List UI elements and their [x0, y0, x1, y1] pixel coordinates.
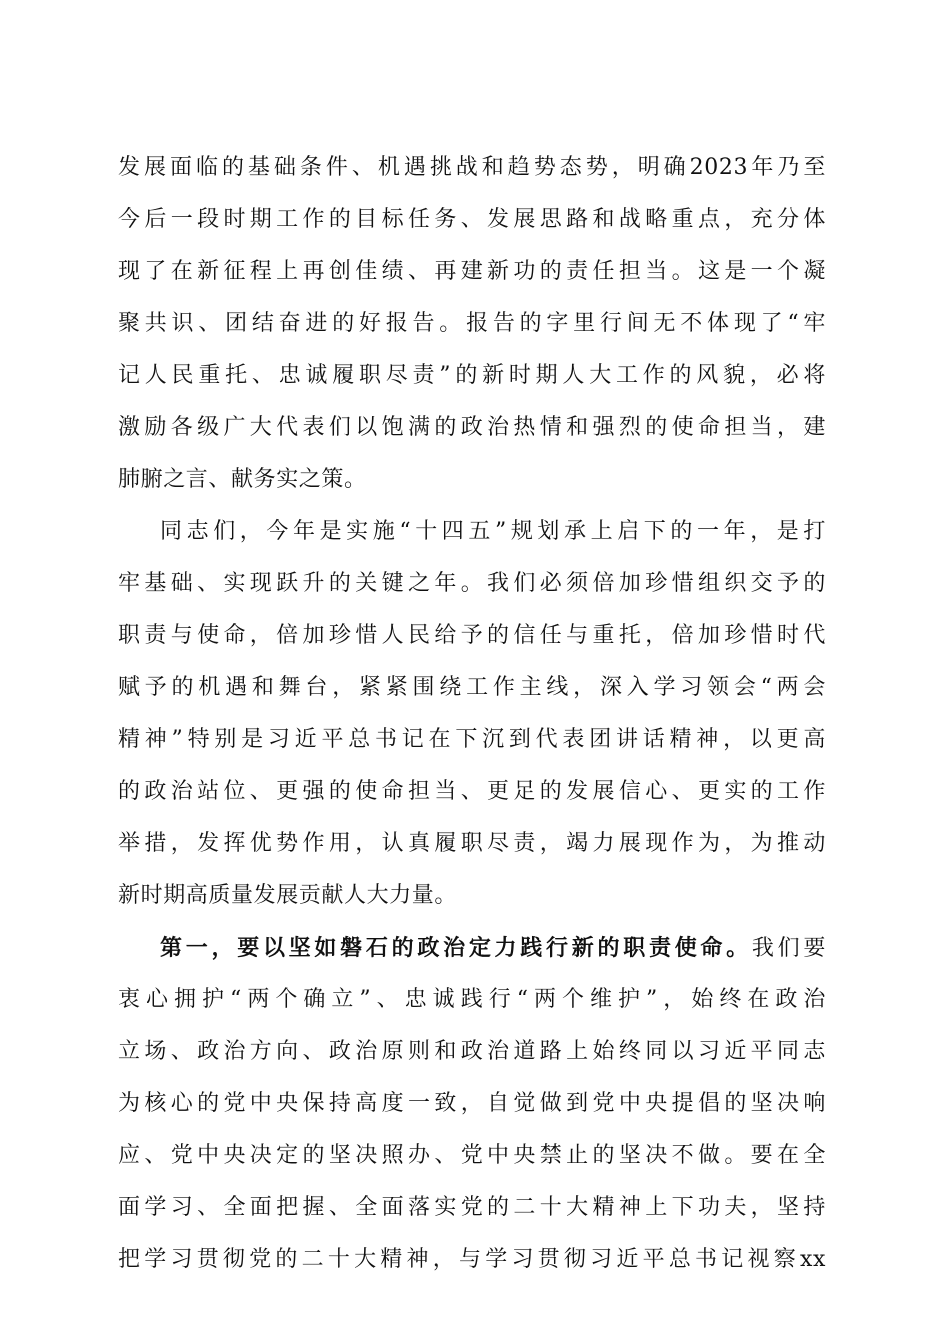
- section-heading: 第一，要以坚如磐石的政治定力践行新的职责使命。: [160, 935, 752, 961]
- text-line: [118, 922, 826, 974]
- text-line: 新时期高质量发展贡献人大力量。: [118, 883, 458, 908]
- text-line: 为核心的党中央保持高度一致，自觉做到党中央提倡的坚决响: [118, 1091, 826, 1116]
- text-line: 应、党中央决定的坚决照办、党中央禁止的坚决不做。要在全: [118, 1143, 826, 1168]
- text-line: 激励各级广大代表们以饱满的政治热情和强烈的使命担当，建: [118, 415, 826, 440]
- paragraph-2: [118, 506, 826, 922]
- text-line: 现了在新征程上再创佳绩、再建新功的责任担当。这是一个凝: [118, 259, 826, 284]
- text-line: 聚共识、团结奋进的好报告。报告的字里行间无不体现了“牢: [118, 311, 826, 336]
- text-line: 发展面临的基础条件、机遇挑战和趋势态势，明确2023年乃至: [118, 155, 826, 180]
- paragraph-3: [118, 922, 826, 1286]
- paragraph-1: [118, 142, 826, 506]
- text-line: 记人民重托、忠诚履职尽责”的新时期人大工作的风貌，必将: [118, 363, 826, 388]
- text-line: 赋予的机遇和舞台，紧紧围绕工作主线，深入学习领会“两会: [118, 675, 826, 700]
- text-line: 立场、政治方向、政治原则和政治道路上始终同以习近平同志: [118, 1039, 826, 1064]
- text-line: 今后一段时期工作的目标任务、发展思路和战略重点，充分体: [118, 207, 826, 232]
- text-line: 精神”特别是习近平总书记在下沉到代表团讲话精神，以更高: [118, 727, 826, 752]
- text-line: 肺腑之言、献务实之策。: [118, 467, 367, 492]
- text-run: 我们要: [751, 936, 826, 961]
- document-page: [118, 142, 826, 1286]
- text-line: 举措，发挥优势作用，认真履职尽责，竭力展现作为，为推动: [118, 831, 826, 856]
- text-line: 的政治站位、更强的使命担当、更足的发展信心、更实的工作: [118, 779, 826, 804]
- text-line: 衷心拥护“两个确立”、忠诚践行“两个维护”，始终在政治: [118, 987, 826, 1012]
- text-line: 同志们，今年是实施“十四五”规划承上启下的一年，是打: [160, 519, 826, 544]
- text-line: 把学习贯彻党的二十大精神，与学习贯彻习近平总书记视察xx: [118, 1247, 826, 1272]
- text-line: 面学习、全面把握、全面落实党的二十大精神上下功夫，坚持: [118, 1195, 826, 1220]
- text-line: 职责与使命，倍加珍惜人民给予的信任与重托，倍加珍惜时代: [118, 623, 826, 648]
- text-line: 牢基础、实现跃升的关键之年。我们必须倍加珍惜组织交予的: [118, 571, 826, 596]
